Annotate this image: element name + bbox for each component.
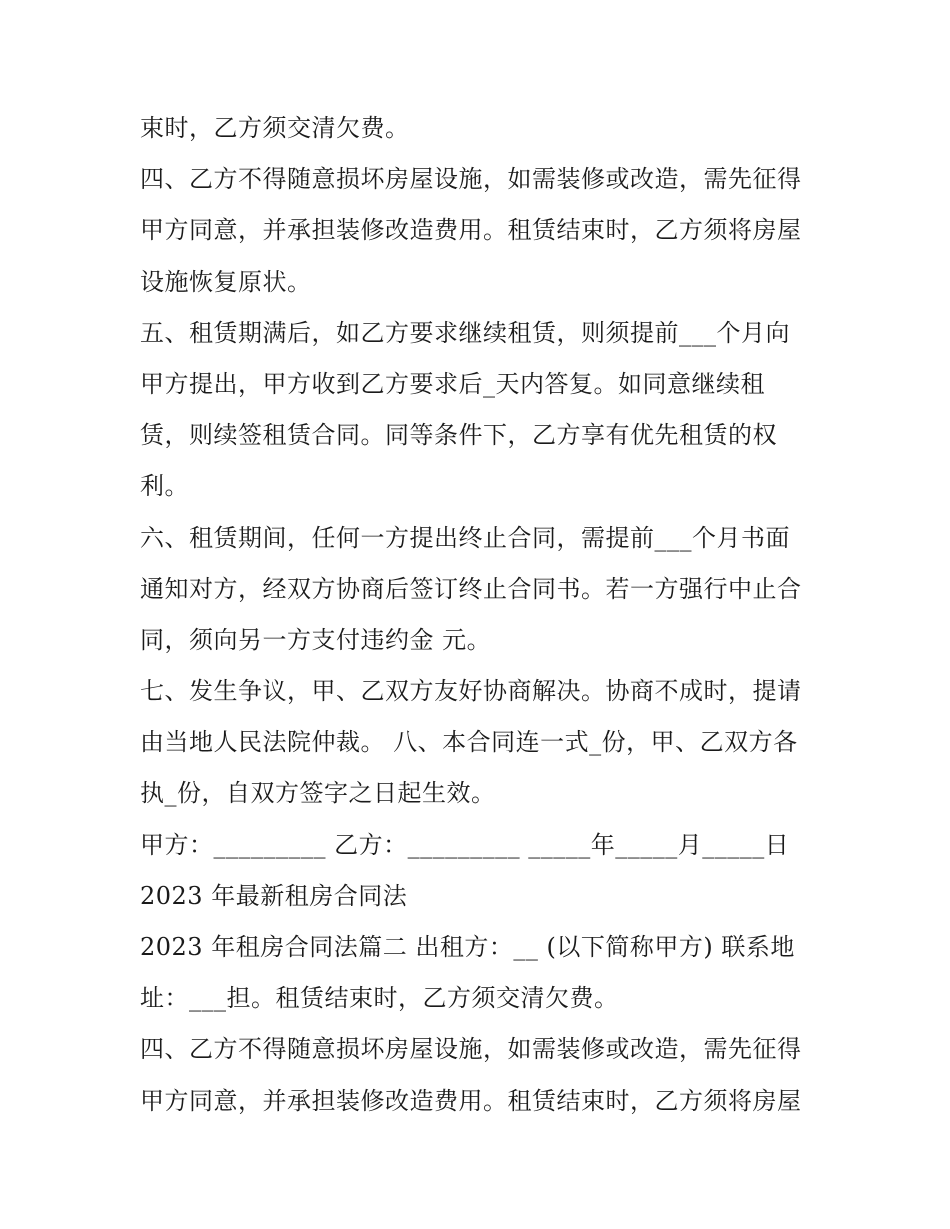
text-line: 2023 年租房合同法篇二 出租方：__ (以下简称甲方) 联系地 [140, 933, 795, 961]
text-line: 六、租赁期间，任何一方提出终止合同，需提前___个月书面 [140, 523, 790, 552]
text-line: 甲方提出，甲方收到乙方要求后_天内答复。如同意继续租 [140, 369, 765, 398]
text-line: 赁，则续签租赁合同。同等条件下，乙方享有优先租赁的权 [140, 421, 777, 450]
text-line: 甲方同意，并承担装修改造费用。租赁结束时，乙方须将房屋 [140, 216, 802, 245]
text-line: 同，须向另一方支付违约金 元。 [140, 625, 492, 654]
text-line: 由当地人民法院仲裁。 八、本合同连一式_份，甲、乙双方各 [140, 728, 798, 757]
signature-line: 甲方：_________ 乙方：_________ _____年_____月_____日 [140, 830, 790, 859]
text-line: 束时，乙方须交清欠费。 [140, 114, 410, 142]
text-line: 通知对方，经双方协商后签订终止合同书。若一方强行中止合 [140, 574, 802, 603]
text-line: 设施恢复原状。 [140, 267, 312, 296]
text-line: 利。 [140, 472, 189, 501]
text-line: 址：___担。租赁结束时，乙方须交清欠费。 [140, 984, 619, 1013]
text-line: 甲方同意，并承担装修改造费用。租赁结束时，乙方须将房屋 [140, 1086, 802, 1115]
document-body [140, 103, 820, 1127]
section-heading: 2023 年最新租房合同法 [140, 881, 408, 910]
text-line: 执_份，自双方签字之日起生效。 [140, 779, 496, 808]
text-line: 四、乙方不得随意损坏房屋设施，如需装修或改造，需先征得 [140, 165, 802, 194]
text-line: 七、发生争议，甲、乙双方友好协商解决。协商不成时，提请 [140, 677, 802, 706]
text-line: 四、乙方不得随意损坏房屋设施，如需装修或改造，需先征得 [140, 1035, 802, 1064]
text-line: 五、租赁期满后，如乙方要求继续租赁，则须提前___个月向 [140, 318, 790, 347]
